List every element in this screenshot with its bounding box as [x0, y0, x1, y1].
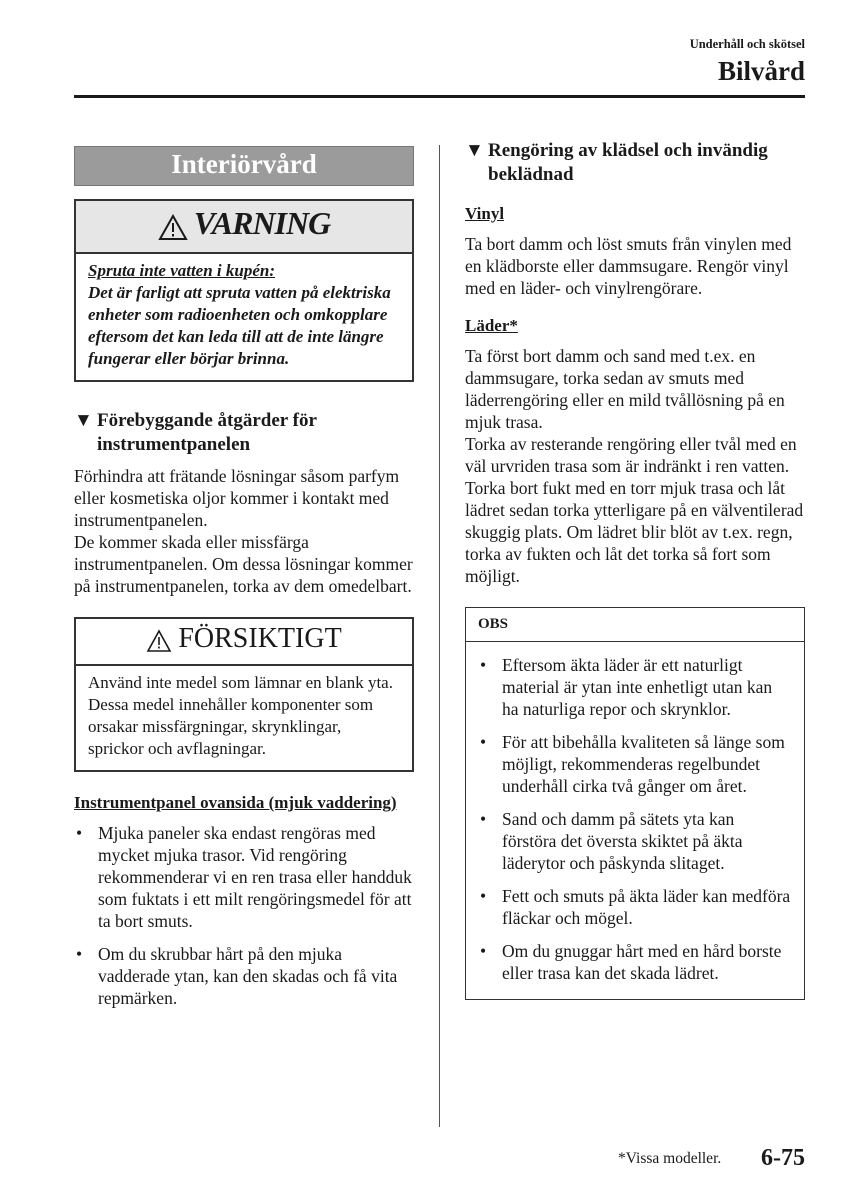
bullet-dot-icon: • — [480, 886, 487, 906]
left-column — [74, 146, 414, 1020]
paragraph-line: Torka av resterande rengöring eller tvål med en väl urvriden trasa som är indränkt i ren vatten. — [465, 434, 797, 476]
list-item — [478, 940, 792, 984]
list-item-text: Eftersom äkta läder är ett naturligt material är ytan inte enhetligt utan kan ha naturliga repor och skrynklor. — [502, 655, 773, 719]
label-vinyl: Vinyl — [465, 204, 505, 223]
page-number: 6-75 — [761, 1145, 805, 1171]
footnote: *Vissa modeller. — [618, 1150, 722, 1167]
warning-header — [76, 201, 412, 254]
paragraph-line: Torka bort fukt med en torr mjuk trasa och låt lädret sedan torka ytterligare på en välventilerad skuggig plats. Om lädret blir blöt av t.ex. regn, torka av fukten och låt det torka så fort som möjligt. — [465, 478, 804, 586]
note-body — [466, 642, 804, 999]
warning-triangle-icon — [146, 629, 172, 658]
warning-body — [76, 254, 412, 380]
header-rule — [74, 95, 805, 98]
bullet-dot-icon: • — [76, 823, 83, 844]
list-item-text: Om du skrubbar hårt på den mjuka vadderade ytan, kan den skadas och få vita repmärken. — [98, 944, 398, 1009]
paragraph-line: Förhindra att frätande lösningar såsom parfym eller kosmetiska oljor kommer i kontakt med instrumentpanelen. — [74, 466, 400, 531]
bullet-dot-icon: • — [480, 941, 487, 961]
caution-header — [76, 619, 412, 666]
list-item — [74, 943, 414, 1009]
bullet-dot-icon: • — [480, 732, 487, 752]
label-dashboard-top: Instrumentpanel ovansida (mjuk vaddering) — [74, 793, 397, 813]
caution-text: Dessa medel innehåller komponenter som orsakar missfärgningar, skrynklingar, sprickor och avflagningar. — [88, 695, 374, 759]
caution-title: FÖRSIKTIGT — [178, 623, 342, 655]
caution-text: Använd inte medel som lämnar en blank yta. — [88, 673, 393, 693]
caution-box — [74, 617, 414, 772]
list-item — [478, 885, 792, 929]
list-item-text: För att bibehålla kvaliteten så länge som möjligt, rekommenderas regelbundet underhåll cirka två gånger om året. — [502, 732, 785, 796]
paragraph-line: Ta först bort damm och sand med t.ex. en dammsugare, torka sedan av smuts med läderrengöring eller en mild tvållösning på en mjuk trasa. — [465, 346, 785, 432]
note-bullets — [478, 654, 792, 984]
subheading-text: Rengöring av klädsel och invändig beklädnad — [488, 140, 768, 185]
list-item-text: Mjuka paneler ska endast rengöras med mycket mjuka trasor. Vid rengöring rekommenderar vi en ren trasa eller handduk som fuktats i ett milt rengöringsmedel för att ta bort smuts. — [98, 823, 412, 932]
list-item-text: Om du gnuggar hårt med en hård borste eller trasa kan det skada lädret. — [502, 941, 782, 983]
subheading-dashboard — [74, 409, 414, 457]
section-banner: Interiörvård — [74, 146, 414, 186]
subheading-upholstery — [465, 139, 805, 187]
warning-triangle-icon — [158, 214, 188, 246]
list-item-text: Fett och smuts på äkta läder kan medföra fläckar och mögel. — [502, 886, 791, 928]
warning-text: Det är farligt att spruta vatten på elektriska enheter som radioenheten och omkopplare eftersom det kan leda till att de inte längre fungerar eller börjar brinna. — [88, 283, 391, 369]
caution-body — [76, 666, 412, 770]
list-item — [478, 654, 792, 720]
label-leather: Läder* — [465, 316, 518, 335]
note-box — [465, 607, 805, 1000]
vinyl-text: Ta bort damm och löst smuts från vinylen med en klädborste eller dammsugare. Rengör vinyl med en läder- och vinylrengörare. — [465, 234, 792, 298]
list-item — [478, 808, 792, 874]
note-title: OBS — [466, 608, 804, 642]
list-item — [74, 822, 414, 932]
warning-title: VARNING — [193, 205, 331, 241]
down-triangle-icon: ▼ — [465, 140, 484, 161]
list-item-text: Sand och damm på sätets yta kan förstöra det översta skiktet på äkta läderytor och påskynda slitaget. — [502, 809, 743, 873]
bullet-dot-icon: • — [480, 655, 487, 675]
paragraph-line: De kommer skada eller missfärga instrumentpanelen. Om dessa lösningar kommer på instrumentpanelen, torka av dem omedelbart. — [74, 532, 413, 597]
column-divider — [439, 145, 440, 1127]
down-triangle-icon: ▼ — [74, 410, 93, 432]
page-title: Bilvård — [717, 56, 805, 86]
list-item — [478, 731, 792, 797]
dashboard-bullets — [74, 822, 414, 1009]
warning-lead: Spruta inte vatten i kupén: — [88, 261, 276, 281]
warning-box — [74, 199, 414, 382]
subheading-text: Förebyggande åtgärder för instrumentpanelen — [97, 410, 317, 456]
right-column — [465, 139, 805, 1000]
bullet-dot-icon: • — [480, 809, 487, 829]
bullet-dot-icon: • — [76, 944, 83, 965]
chapter-label: Underhåll och skötsel — [689, 37, 805, 51]
paragraph — [74, 465, 414, 597]
leather-text — [465, 345, 805, 587]
